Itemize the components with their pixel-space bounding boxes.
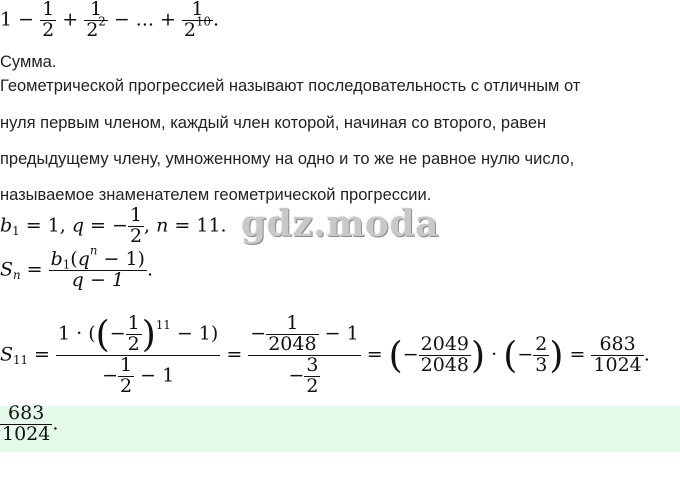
- answer-value: $\frac{683}{1024}$ .: [2, 402, 59, 445]
- watermark-logo: gdz.moda: [241, 203, 439, 245]
- definition-line-4: называемое знаменателем геометрической прогрессии.: [0, 186, 432, 204]
- given-values: $b_1 = 1$, q = − $\frac{1}{2}$ , n = 11.: [0, 204, 227, 247]
- heading-text: Сумма.: [0, 53, 57, 71]
- definition-line-3: предыдущему члену, умноженному на одно и то же не равное нулю число,: [0, 150, 575, 168]
- definition-line-1: Геометрической прогрессией называют последовательность с отличным от: [0, 77, 581, 95]
- answer-highlight: [0, 402, 680, 452]
- definition-line-2: нуля первым членом, каждый член которой, начиная со второго, равен: [0, 114, 547, 132]
- sum-calculation: $S_{11}$ = 1 · ((− $\frac{1}{2}$ )$^{11}$ − 1) − $\frac{1}{2}$ − 1 = − $\frac{1}{2048}$ − 1 − $\frac{3}{2}$ = (− $\frac{2049}{2048}$ ) · (− $\frac{2}{3}$ ) = $\frac{683}{1024}$ .: [0, 312, 650, 397]
- series-expression: 1 − $\frac{1}{2}$ + $\frac{1}{2^2}$ − ... + $\frac{1}{2^{10}}$ .: [0, 0, 220, 41]
- sum-formula: $S_n$ = $\frac{b_1(q^n - 1)}{q - 1}$ .: [0, 243, 153, 291]
